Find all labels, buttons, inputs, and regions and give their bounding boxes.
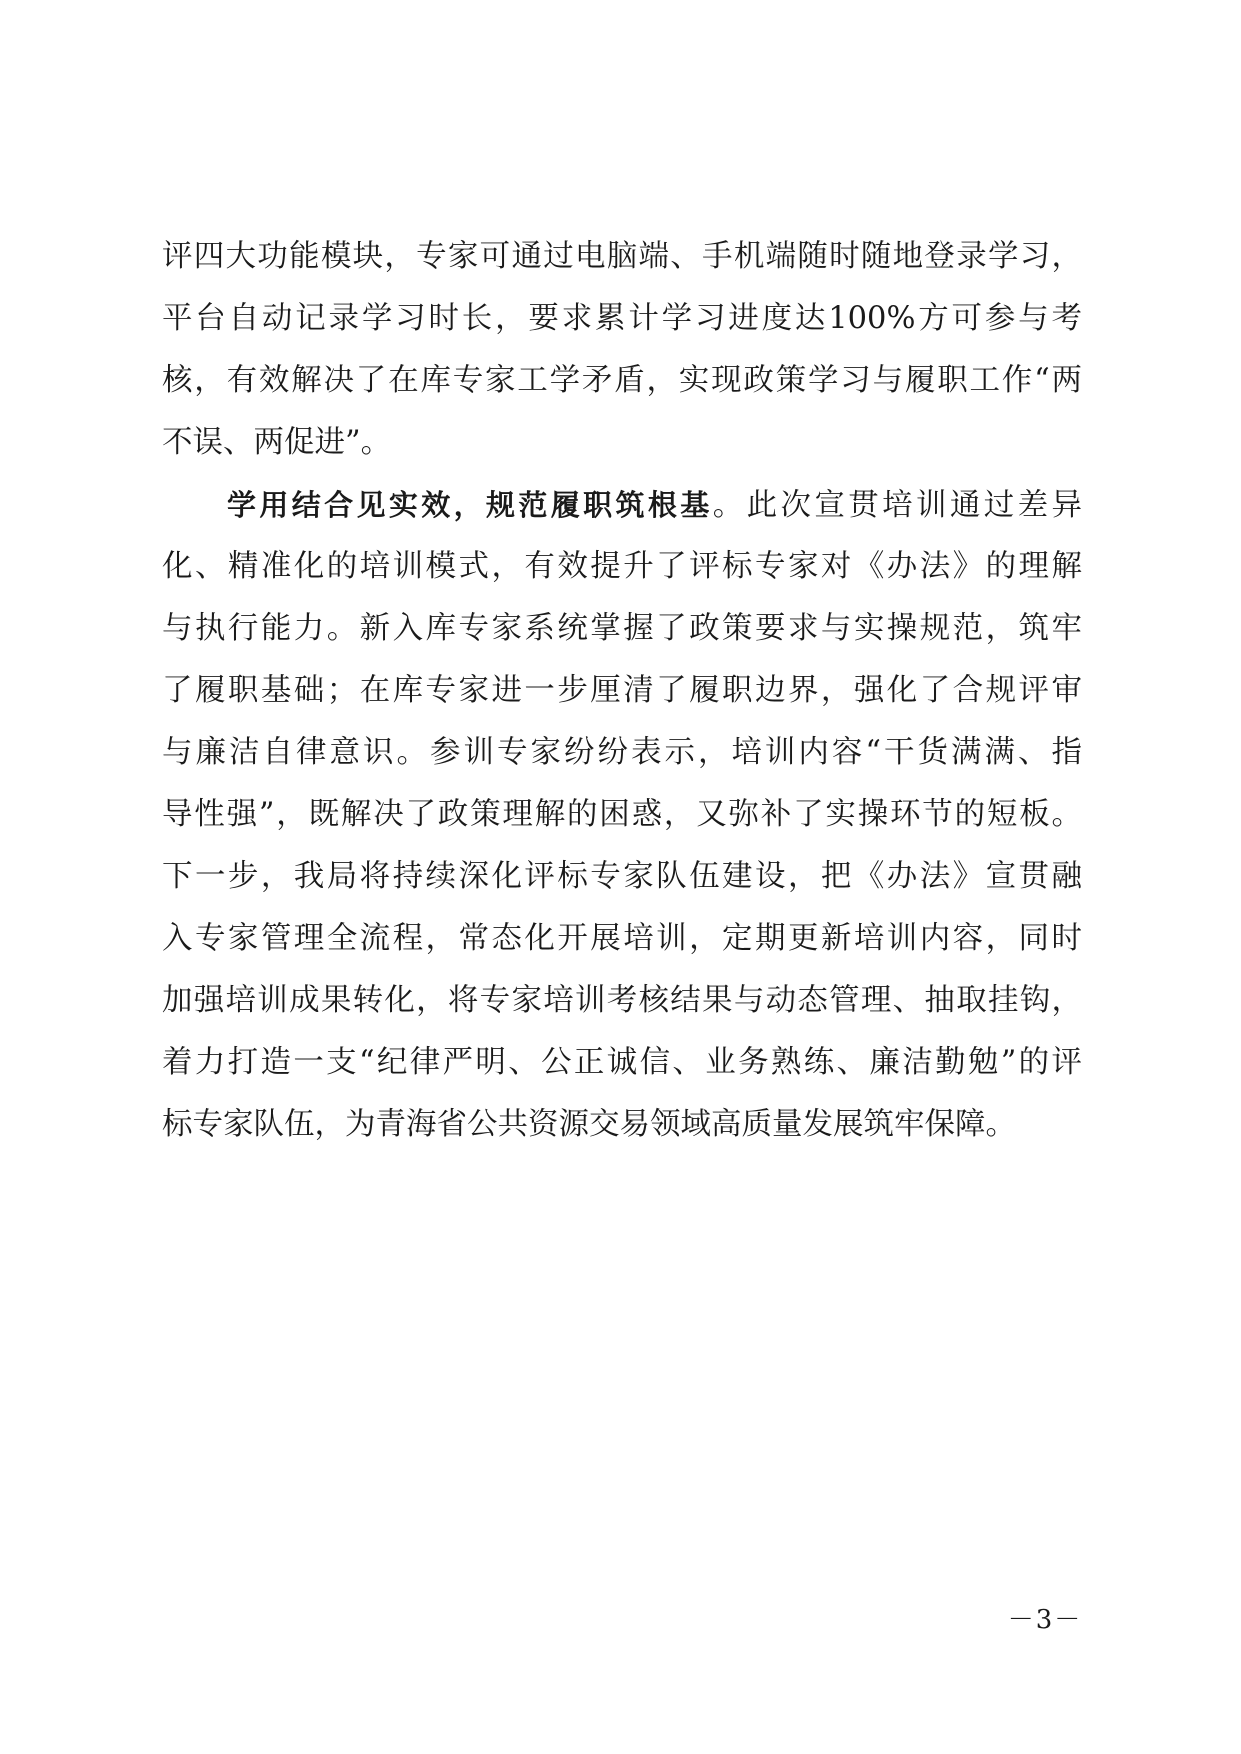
paragraph-line: 下一步，我局将持续深化评标专家队伍建设，把《办法》宣贯融 (162, 859, 1082, 894)
paragraph-line: 标专家队伍，为青海省公共资源交易领域高质量发展筑牢保障。 (162, 1107, 1016, 1142)
page-number: －3－ (1007, 1605, 1083, 1635)
paragraph-first-line-text: 。此次宣贯培训通过差异 (712, 488, 1082, 523)
paragraph-line: 平台自动记录学习时长，要求累计学习进度达100%方可参与考 (162, 301, 1082, 336)
paragraph-line: 入专家管理全流程，常态化开展培训，定期更新培训内容，同时 (162, 921, 1082, 956)
paragraph-first-line (162, 474, 1082, 536)
paragraph-line: 不误、两促进”。 (162, 425, 392, 460)
paragraph-line: 与执行能力。新入库专家系统掌握了政策要求与实操规范，筑牢 (162, 611, 1082, 646)
paragraph-line: 加强培训成果转化，将专家培训考核结果与动态管理、抽取挂钩， (162, 983, 1082, 1018)
paragraph-line: 着力打造一支“纪律严明、公正诚信、业务熟练、廉洁勤勉”的评 (162, 1045, 1082, 1080)
paragraph-line: 与廉洁自律意识。参训专家纷纷表示，培训内容“干货满满、指 (162, 735, 1082, 770)
body-text (162, 226, 1082, 1156)
paragraph-line: 了履职基础；在库专家进一步厘清了履职边界，强化了合规评审 (162, 673, 1082, 708)
paragraph-line: 评四大功能模块，专家可通过电脑端、手机端随时随地登录学习， (162, 239, 1082, 274)
paragraph-line: 核，有效解决了在库专家工学矛盾，实现政策学习与履职工作“两 (162, 363, 1082, 398)
paragraph-line: 化、精准化的培训模式，有效提升了评标专家对《办法》的理解 (162, 549, 1082, 584)
paragraph-line: 导性强”，既解决了政策理解的困惑，又弥补了实操环节的短板。 (162, 797, 1082, 832)
paragraph-lead-heading: 学用结合见实效，规范履职筑根基 (227, 488, 713, 522)
